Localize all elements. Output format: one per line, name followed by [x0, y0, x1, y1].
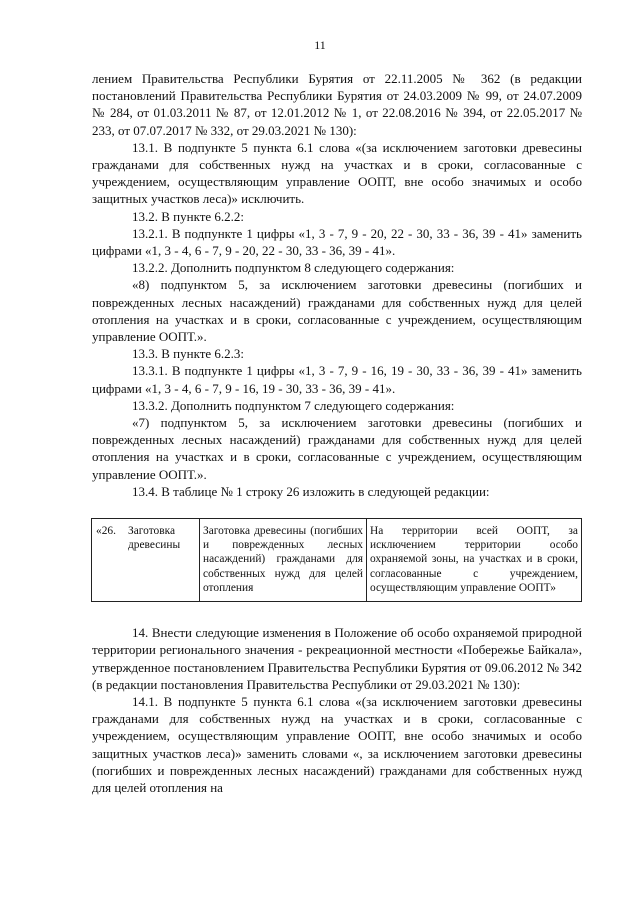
paragraph-13-2: 13.2. В пункте 6.2.2: — [132, 208, 245, 224]
document-body — [92, 70, 582, 796]
paragraph-14-1: 14.1. В подпункте 5 пункта 6.1 слова «(за исключением заготовки древесины гражданами для собственных нужд на участках и в сроки, согласованные с учреждением, осуществляющим управление ООПТ, вне особо значимых и особо защитных участков леса)» заменить словами «, за исключением заготовки древесины (погибших и поврежденных лесных насаждений) гражданами для собственных нужд для целей отопления на — [92, 693, 582, 795]
paragraph-13-3: 13.3. В пункте 6.2.3: — [132, 346, 245, 362]
paragraph-14: 14. Внести следующие изменения в Положение об особо охраняемой природной территории регионального значения - рекреационной местности «Побережье Байкала», утвержденное постановлением Правительства Республики Бурятия от 09.06.2012 № 342 (в редакции постановления Правительства Республики от 29.03.2021 № 130): — [92, 625, 582, 692]
paragraph-13-3-2: 13.3.2. Дополнить подпунктом 7 следующего содержания: — [132, 397, 455, 413]
paragraph-13-3-2-text: «7) подпунктом 5, за исключением заготовки древесины (погибших и поврежденных лесных насаждений) гражданами для собственных нужд для целей отопления на участках и в сроки, согласованные с учреждением, осуществляющим управление ООПТ.». — [92, 415, 582, 482]
paragraph-13-4: 13.4. В таблице № 1 строку 26 изложить в следующей редакции: — [132, 483, 490, 499]
table-row — [92, 519, 582, 602]
table-1-row-26 — [91, 518, 582, 602]
paragraph-13-intro: лением Правительства Республики Бурятия от 22.11.2005 № 362 (в редакции постановлений Правительства Республики Бурятия от 24.03.2009 № 99, от 24.07.2009 № 284, от 01.03.2011 № 87, от 12.01.2012 № 1, от 22.08.2016 № 394, от 22.05.2017 № 233, от 07.07.2017 № 332, от 29.03.2021 № 130): — [92, 71, 582, 138]
paragraph-13-1: 13.1. В подпункте 5 пункта 6.1 слова «(за исключением заготовки древесины гражданами для собственных нужд на участках и в сроки, согласованные с учреждением, осуществляющим управление ООПТ, вне особо значимых и особо защитных участков леса)» исключить. — [92, 139, 582, 207]
paragraph-13-2-1: 13.2.1. В подпункте 1 цифры «1, 3 - 7, 9 - 20, 22 - 30, 33 - 36, 39 - 41» заменить цифрами «1, 3 - 4, 6 - 7, 9 - 20, 22 - 30, 33 - 36, 39 - 41». — [92, 225, 582, 259]
amendment-table — [91, 518, 582, 602]
table-cell-number: «26. — [92, 519, 126, 602]
paragraph-13-2-2: 13.2.2. Дополнить подпунктом 8 следующего содержания: — [132, 260, 455, 276]
paragraph-13-2-2-text: «8) подпунктом 5, за исключением заготовки древесины (погибших и поврежденных лесных насаждений) гражданами для собственных нужд для целей отопления на участках и в сроки, согласованные с учреждением, осуществляющим управление ООПТ.». — [92, 277, 582, 345]
table-cell-territory: На территории всей ООПТ, за исключением территории особо охраняемой зоны, на участках и в сроки, согласованные с учреждением, осуществляющим управление ООПТ» — [367, 519, 582, 602]
table-cell-activity: Заготовка древесины — [125, 519, 200, 602]
paragraph-13-3-1: 13.3.1. В подпункте 1 цифры «1, 3 - 7, 9 - 16, 19 - 30, 33 - 36, 39 - 41» заменить цифрами «1, 3 - 4, 6 - 7, 9 - 16, 19 - 30, 33 - 36, 39 - 41». — [92, 363, 582, 396]
page-number: 11 — [314, 38, 326, 52]
table-cell-description: Заготовка древесины (погибших и поврежденных лесных насаждений) гражданами для собственных нужд для целей отопления — [200, 519, 367, 602]
